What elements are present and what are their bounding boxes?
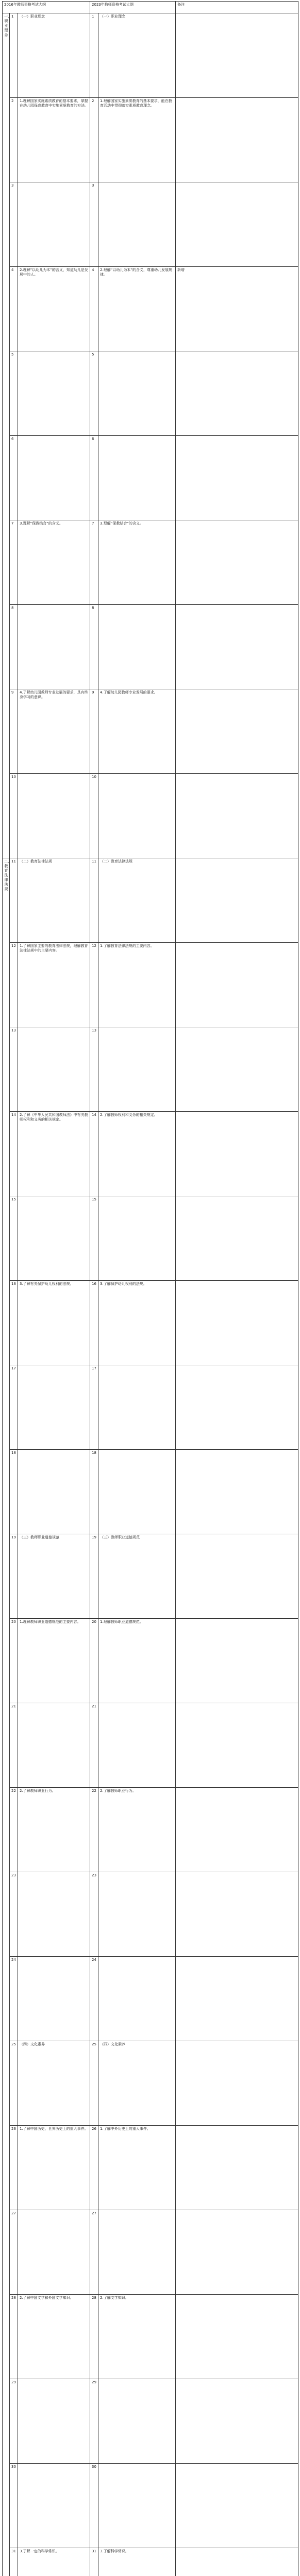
new-syllabus-cell: 1.理解国家实施素质教育的基本要求，能在教育活动中贯彻落实素质教育理念。 [98, 98, 176, 182]
table-row [3, 436, 298, 520]
row-number-old: 15 [10, 1196, 18, 1281]
table-body [3, 13, 298, 2576]
row-number-new: 25 [90, 2041, 98, 2126]
note-cell [176, 1281, 298, 1365]
old-syllabus-cell [18, 182, 90, 267]
old-syllabus-cell [18, 436, 90, 520]
old-syllabus-cell [18, 1365, 90, 1450]
row-number-old: 25 [10, 2041, 18, 2126]
old-syllabus-cell: 1.了解国家主要的教育法律法规，理解教育法律法规中的主要内容。 [18, 943, 90, 1027]
table-row [3, 1365, 298, 1450]
new-syllabus-cell [98, 1196, 176, 1281]
note-cell [176, 858, 298, 943]
table-row [3, 1703, 298, 1788]
table-row [3, 943, 298, 1027]
row-number-old: 2 [10, 98, 18, 182]
table-row [3, 2210, 298, 2295]
row-number-new: 11 [90, 858, 98, 943]
row-number-new: 23 [90, 1872, 98, 1957]
row-number-old: 8 [10, 605, 18, 689]
row-number-old: 3 [10, 182, 18, 267]
old-syllabus-cell: 2.理解“以幼儿为本”的含义，知道幼儿是发展中的人。 [18, 267, 90, 351]
note-cell [176, 520, 298, 605]
old-syllabus-cell [18, 1703, 90, 1788]
comparison-table [2, 1, 298, 2576]
table-row [3, 2295, 298, 2379]
table-row [3, 182, 298, 267]
new-syllabus-cell: 1.了解中外历史上的重大事件。 [98, 2126, 176, 2210]
row-number-new: 9 [90, 689, 98, 774]
new-syllabus-cell [98, 2379, 176, 2464]
note-cell [176, 2464, 298, 2548]
row-number-new: 29 [90, 2379, 98, 2464]
table-row [3, 1534, 298, 1619]
row-number-old: 22 [10, 1788, 18, 1872]
old-syllabus-cell [18, 351, 90, 436]
new-syllabus-cell [98, 1957, 176, 2041]
table-row [3, 13, 298, 98]
header-old-syllabus: 2016年教师资格考试大纲 [3, 2, 90, 13]
row-number-old: 4 [10, 267, 18, 351]
table-row [3, 267, 298, 351]
note-cell [176, 2295, 298, 2379]
row-number-new: 20 [90, 1619, 98, 1703]
section-label [3, 858, 10, 2576]
row-number-old: 11 [10, 858, 18, 943]
row-number-new: 18 [90, 1450, 98, 1534]
new-syllabus-cell [98, 1027, 176, 1112]
row-number-old: 28 [10, 2295, 18, 2379]
note-cell [176, 1027, 298, 1112]
table-row [3, 2464, 298, 2548]
old-syllabus-cell: 3.了解有关保护幼儿权利的法规。 [18, 1281, 90, 1365]
note-cell [176, 351, 298, 436]
table-header-row [3, 2, 298, 13]
new-syllabus-cell [98, 1450, 176, 1534]
row-number-old: 21 [10, 1703, 18, 1788]
row-number-old: 16 [10, 1281, 18, 1365]
row-number-old: 14 [10, 1112, 18, 1196]
new-syllabus-cell: 2.了解教师职业行为。 [98, 1788, 176, 1872]
note-cell [176, 605, 298, 689]
row-number-new: 5 [90, 351, 98, 436]
table-row [3, 1027, 298, 1112]
row-number-old: 24 [10, 1957, 18, 2041]
old-syllabus-cell: 2.了解中国文学和外国文学知识。 [18, 2295, 90, 2379]
old-syllabus-cell [18, 605, 90, 689]
table-row [3, 774, 298, 858]
note-cell [176, 1619, 298, 1703]
old-syllabus-cell [18, 1027, 90, 1112]
section-label [3, 13, 10, 858]
row-number-old: 26 [10, 2126, 18, 2210]
new-syllabus-cell: （四）文化素养 [98, 2041, 176, 2126]
row-number-old: 5 [10, 351, 18, 436]
row-number-new: 30 [90, 2464, 98, 2548]
row-number-old: 13 [10, 1027, 18, 1112]
note-cell [176, 1450, 298, 1534]
table-row [3, 98, 298, 182]
old-syllabus-cell: 1.理解国家实施素质教育的基本要求，掌握在幼儿园保育教育中实施素质教育的方法。 [18, 98, 90, 182]
row-number-old: 10 [10, 774, 18, 858]
new-syllabus-cell [98, 2464, 176, 2548]
note-cell [176, 1703, 298, 1788]
row-number-new: 1 [90, 13, 98, 98]
table-row [3, 2041, 298, 2126]
note-cell [176, 2041, 298, 2126]
row-number-old: 29 [10, 2379, 18, 2464]
section-label-text: 一、职业理念 [4, 14, 11, 37]
table-row [3, 1619, 298, 1703]
note-cell [176, 1365, 298, 1450]
row-number-new: 26 [90, 2126, 98, 2210]
table-row [3, 1196, 298, 1281]
old-syllabus-cell [18, 774, 90, 858]
table-row [3, 2126, 298, 2210]
new-syllabus-cell [98, 1703, 176, 1788]
new-syllabus-cell: 3.了解保护幼儿权利的法规。 [98, 1281, 176, 1365]
note-cell [176, 943, 298, 1027]
row-number-new: 28 [90, 2295, 98, 2379]
row-number-new: 6 [90, 436, 98, 520]
new-syllabus-cell: 2.理解“以幼儿为本”的含义，尊重幼儿发展规律。 [98, 267, 176, 351]
note-cell [176, 2379, 298, 2464]
row-number-new: 24 [90, 1957, 98, 2041]
row-number-new: 4 [90, 267, 98, 351]
table-row [3, 520, 298, 605]
note-cell [176, 436, 298, 520]
note-cell [176, 689, 298, 774]
new-syllabus-cell: 2.了解教师权利和义务的相关规定。 [98, 1112, 176, 1196]
row-number-new: 21 [90, 1703, 98, 1788]
new-syllabus-cell: 1.理解教师职业道德规范。 [98, 1619, 176, 1703]
row-number-new: 8 [90, 605, 98, 689]
old-syllabus-cell [18, 2464, 90, 2548]
row-number-old: 17 [10, 1365, 18, 1450]
old-syllabus-cell: 1.理解教师职业道德规范的主要内容。 [18, 1619, 90, 1703]
table-row [3, 605, 298, 689]
note-cell [176, 2126, 298, 2210]
old-syllabus-cell: （一）职业理念 [18, 13, 90, 98]
new-syllabus-cell [98, 605, 176, 689]
row-number-old: 23 [10, 1872, 18, 1957]
note-cell [176, 182, 298, 267]
table-row [3, 1112, 298, 1196]
row-number-new: 7 [90, 520, 98, 605]
old-syllabus-cell: 2.了解教师职业行为。 [18, 1788, 90, 1872]
row-number-old: 18 [10, 1450, 18, 1534]
new-syllabus-cell [98, 351, 176, 436]
old-syllabus-cell: 3.了解一定的科学常识。 [18, 2548, 90, 2576]
note-cell [176, 1112, 298, 1196]
table-row [3, 2548, 298, 2576]
old-syllabus-cell [18, 1872, 90, 1957]
row-number-old: 30 [10, 2464, 18, 2548]
table-row [3, 1281, 298, 1365]
old-syllabus-cell [18, 1196, 90, 1281]
row-number-old: 12 [10, 943, 18, 1027]
row-number-new: 13 [90, 1027, 98, 1112]
note-cell [176, 13, 298, 98]
new-syllabus-cell [98, 182, 176, 267]
row-number-new: 17 [90, 1365, 98, 1450]
table-row [3, 351, 298, 436]
table-row [3, 1788, 298, 1872]
row-number-new: 2 [90, 98, 98, 182]
old-syllabus-cell [18, 1957, 90, 2041]
table-row [3, 2379, 298, 2464]
note-cell [176, 1957, 298, 2041]
table-row [3, 1957, 298, 2041]
new-syllabus-cell [98, 1365, 176, 1450]
new-syllabus-cell: 4.了解幼儿园教师专业发展的要求。 [98, 689, 176, 774]
section-label-text: 二、教育法律法规 [4, 859, 11, 891]
row-number-new: 27 [90, 2210, 98, 2295]
new-syllabus-cell [98, 436, 176, 520]
table-row [3, 1872, 298, 1957]
note-cell [176, 774, 298, 858]
old-syllabus-cell: 4.了解幼儿园教师专业发展的要求，具有终身学习的意识。 [18, 689, 90, 774]
row-number-new: 19 [90, 1534, 98, 1619]
row-number-new: 15 [90, 1196, 98, 1281]
row-number-old: 20 [10, 1619, 18, 1703]
old-syllabus-cell: 3.理解“保教结合”的含义。 [18, 520, 90, 605]
table-row [3, 1450, 298, 1534]
row-number-new: 31 [90, 2548, 98, 2576]
new-syllabus-cell: （三）教师职业道德规范 [98, 1534, 176, 1619]
old-syllabus-cell: （四）文化素养 [18, 2041, 90, 2126]
old-syllabus-cell [18, 1450, 90, 1534]
row-number-old: 19 [10, 1534, 18, 1619]
new-syllabus-cell [98, 774, 176, 858]
row-number-old: 1 [10, 13, 18, 98]
note-cell: 新增 [176, 267, 298, 351]
new-syllabus-cell: 3.理解“保教结合”的含义。 [98, 520, 176, 605]
new-syllabus-cell: （一）职业理念 [98, 13, 176, 98]
row-number-new: 3 [90, 182, 98, 267]
row-number-new: 10 [90, 774, 98, 858]
row-number-old: 27 [10, 2210, 18, 2295]
header-new-syllabus: 2023年教师资格考试大纲 [90, 2, 176, 13]
row-number-old: 31 [10, 2548, 18, 2576]
old-syllabus-cell: （二）教育法律法规 [18, 858, 90, 943]
new-syllabus-cell: （二）教育法律法规 [98, 858, 176, 943]
new-syllabus-cell: 1.了解教育法律法规的主要内容。 [98, 943, 176, 1027]
row-number-new: 12 [90, 943, 98, 1027]
new-syllabus-cell: 2.了解文学知识。 [98, 2295, 176, 2379]
row-number-new: 16 [90, 1281, 98, 1365]
row-number-new: 22 [90, 1788, 98, 1872]
note-cell [176, 1534, 298, 1619]
note-cell [176, 2210, 298, 2295]
old-syllabus-cell [18, 2379, 90, 2464]
table-row [3, 689, 298, 774]
note-cell [176, 2548, 298, 2576]
table-row [3, 858, 298, 943]
new-syllabus-cell: 3.了解科学常识。 [98, 2548, 176, 2576]
note-cell [176, 1196, 298, 1281]
old-syllabus-cell: （三）教师职业道德规范 [18, 1534, 90, 1619]
header-note: 备注 [176, 2, 298, 13]
row-number-new: 14 [90, 1112, 98, 1196]
row-number-old: 9 [10, 689, 18, 774]
note-cell [176, 1872, 298, 1957]
note-cell [176, 1788, 298, 1872]
old-syllabus-cell: 2.了解《中华人民共和国教师法》中有关教师权利和义务的相关规定。 [18, 1112, 90, 1196]
new-syllabus-cell [98, 1872, 176, 1957]
old-syllabus-cell [18, 2210, 90, 2295]
row-number-old: 6 [10, 436, 18, 520]
old-syllabus-cell: 1.了解中国历史、世界历史上的重大事件。 [18, 2126, 90, 2210]
new-syllabus-cell [98, 2210, 176, 2295]
row-number-old: 7 [10, 520, 18, 605]
note-cell [176, 98, 298, 182]
